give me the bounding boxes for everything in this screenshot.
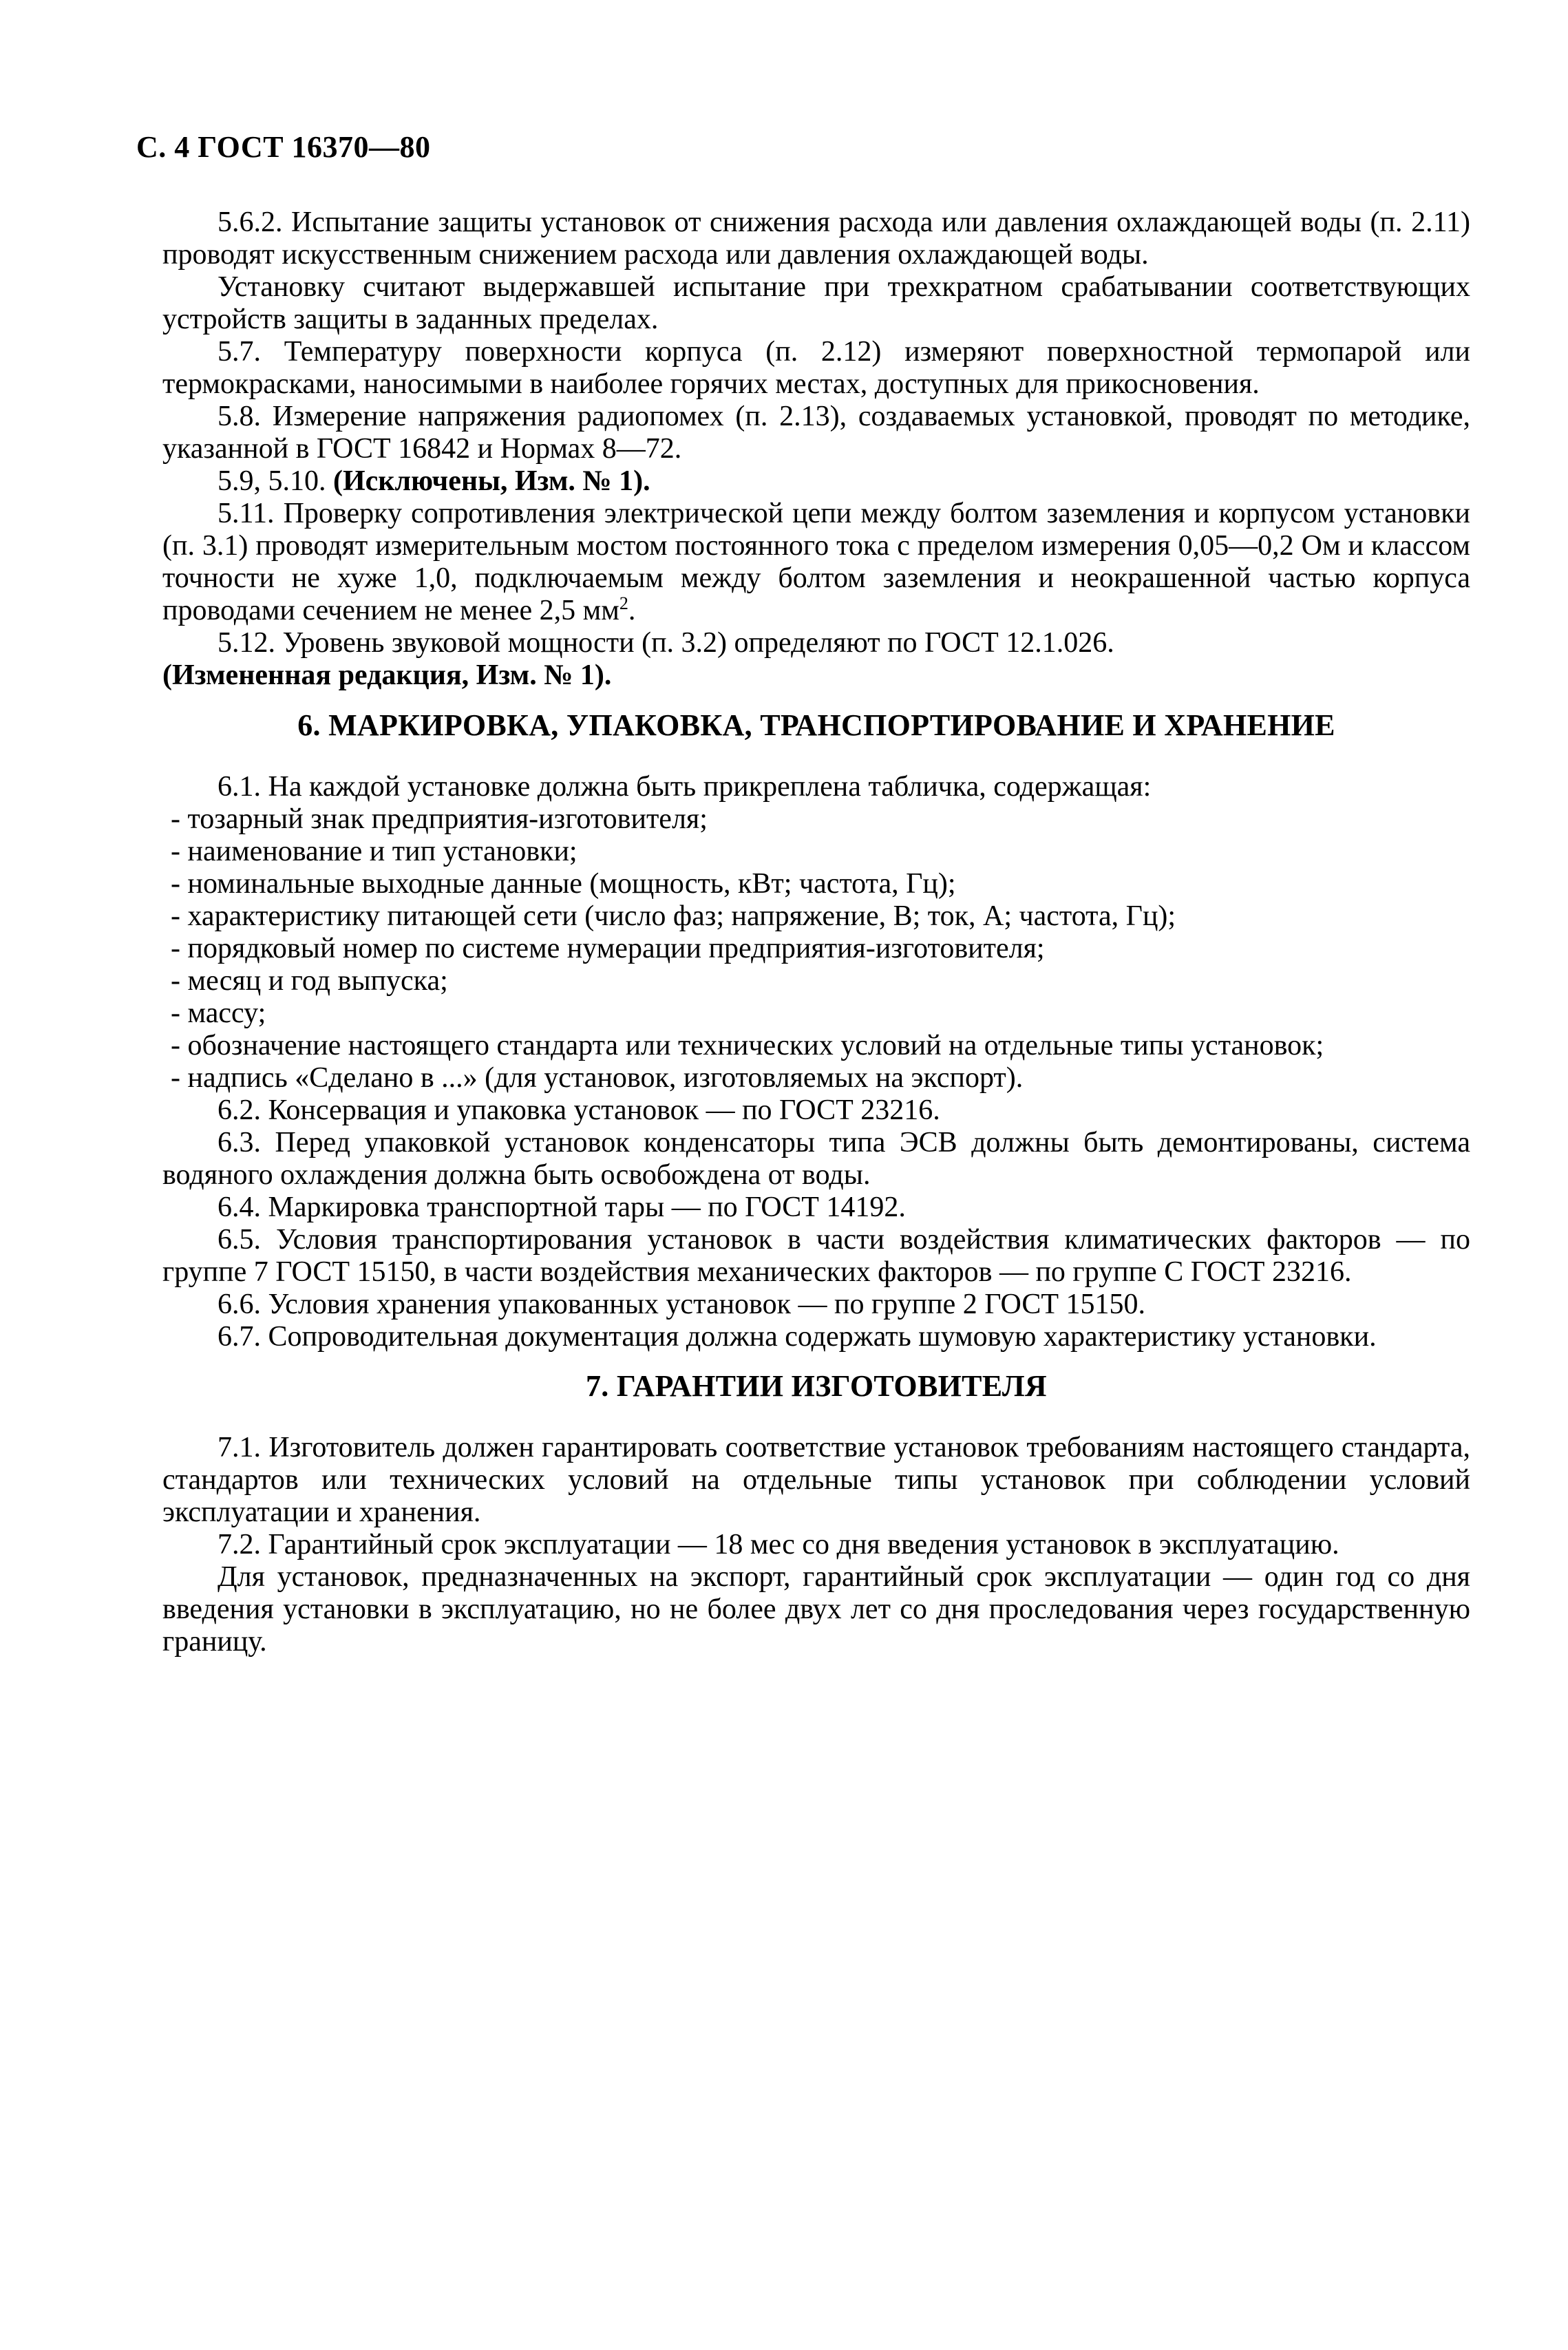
- list-item: - месяц и год выпуска;: [171, 965, 448, 997]
- paragraph-5-11-end: .: [628, 595, 636, 626]
- paragraph-6-4: 6.4. Маркировка транспортной тары — по ГОСТ 14192.: [218, 1192, 906, 1223]
- list-item: - порядковый номер по системе нумерации предприятия-изготовителя;: [171, 933, 1045, 964]
- paragraph-5-12: 5.12. Уровень звуковой мощности (п. 3.2) определяют по ГОСТ 12.1.026.: [218, 627, 1114, 659]
- label-items-list: [162, 803, 1470, 1094]
- section-5-tests: [162, 207, 1470, 692]
- section-6-body: [162, 771, 1470, 1353]
- paragraph-5-7: 5.7. Температуру поверхности корпуса (п. 2.12) измеряют поверхностной термопарой или термокрасками, наносимыми в наиболее горячих местах, доступных для прикосновения.: [162, 336, 1470, 400]
- paragraph-7-1: 7.1. Изготовитель должен гарантировать соответствие установок требованиям настоящего стандарта, стандартов или технических условий на отдельные типы установок при соблюдении условий эксплуатации и хранения.: [162, 1432, 1470, 1528]
- list-item: - надпись «Сделано в ...» (для установок, изготовляемых на экспорт).: [171, 1062, 1024, 1094]
- list-item: - наименование и тип установки;: [171, 836, 578, 867]
- section-7-heading: 7. ГАРАНТИИ ИЗГОТОВИТЕЛЯ: [585, 1369, 1048, 1403]
- paragraph-6-6: 6.6. Условия хранения упакованных установок — по группе 2 ГОСТ 15150.: [218, 1289, 1145, 1320]
- amendment-note: (Измененная редакция, Изм. № 1).: [162, 659, 612, 691]
- paragraph-6-3: 6.3. Перед упаковкой установок конденсаторы типа ЭСВ должны быть демонтированы, система водяного охлаждения должна быть освобождена от воды.: [162, 1127, 1470, 1191]
- paragraph-7-2-export: Для установок, предназначенных на экспорт, гарантийный срок эксплуатации — один год со дня введения установки в эксплуатацию, но не более двух лет со дня проследования через государственную границу.: [162, 1561, 1470, 1658]
- paragraph-7-2: 7.2. Гарантийный срок эксплуатации — 18 мес со дня введения установок в эксплуатацию.: [218, 1529, 1339, 1560]
- paragraph-5-9-number: 5.9, 5.10.: [218, 465, 326, 497]
- list-item: - тозарный знак предприятия-изготовителя;: [171, 803, 708, 835]
- paragraph-5-9-excluded-note: (Исключены, Изм. № 1).: [333, 465, 650, 497]
- paragraph-6-5: 6.5. Условия транспортирования установок в части воздействия климатических факторов — по группе 7 ГОСТ 15150, в части воздействия механических факторов — по группе С ГОСТ 23216.: [162, 1224, 1470, 1288]
- list-item: - массу;: [171, 997, 266, 1029]
- paragraph-5-6-2: 5.6.2. Испытание защиты установок от снижения расхода или давления охлаждающей воды (п. 2.11) проводят искусственным снижением расхода или давления охлаждающей воды.: [162, 207, 1470, 271]
- list-item: - обозначение настоящего стандарта или технических условий на отдельные типы установок;: [171, 1030, 1324, 1061]
- paragraph-5-9: [162, 465, 1470, 498]
- paragraph-6-7: 6.7. Сопроводительная документация должна содержать шумовую характеристику установки.: [218, 1321, 1377, 1353]
- paragraph-6-1: 6.1. На каждой установке должна быть прикреплена табличка, содержащая:: [218, 771, 1152, 803]
- superscript-2: 2: [619, 593, 628, 613]
- paragraph-5-11: [162, 498, 1470, 627]
- paragraph-5-6-2-cont: Установку считают выдержавшей испытание при трехкратном срабатывании соответствующих устройств защиты в заданных пределах.: [162, 271, 1470, 335]
- section-6-heading: 6. МАРКИРОВКА, УПАКОВКА, ТРАНСПОРТИРОВАНИЕ И ХРАНЕНИЕ: [297, 708, 1335, 742]
- page-header: С. 4 ГОСТ 16370—80: [136, 130, 431, 164]
- paragraph-5-11-text: 5.11. Проверку сопротивления электрической цепи между болтом заземления и корпусом установки (п. 3.1) проводят измерительным мостом постоянного тока с пределом измерения 0,05—0,2 Ом и классом точности не хуже 1,0, подключаемым между болтом заземления и неокрашенной частью корпуса проводами сечением не менее 2,5 мм: [162, 498, 1470, 626]
- paragraph-6-2: 6.2. Консервация и упаковка установок — по ГОСТ 23216.: [218, 1094, 940, 1126]
- list-item: - номинальные выходные данные (мощность, кВт; частота, Гц);: [171, 868, 956, 900]
- list-item: - характеристику питающей сети (число фаз; напряжение, В; ток, А; частота, Гц);: [171, 900, 1176, 932]
- paragraph-5-8: 5.8. Измерение напряжения радиопомех (п. 2.13), создаваемых установкой, проводят по методике, указанной в ГОСТ 16842 и Нормах 8—72.: [162, 401, 1470, 465]
- section-7-body: [162, 1432, 1470, 1658]
